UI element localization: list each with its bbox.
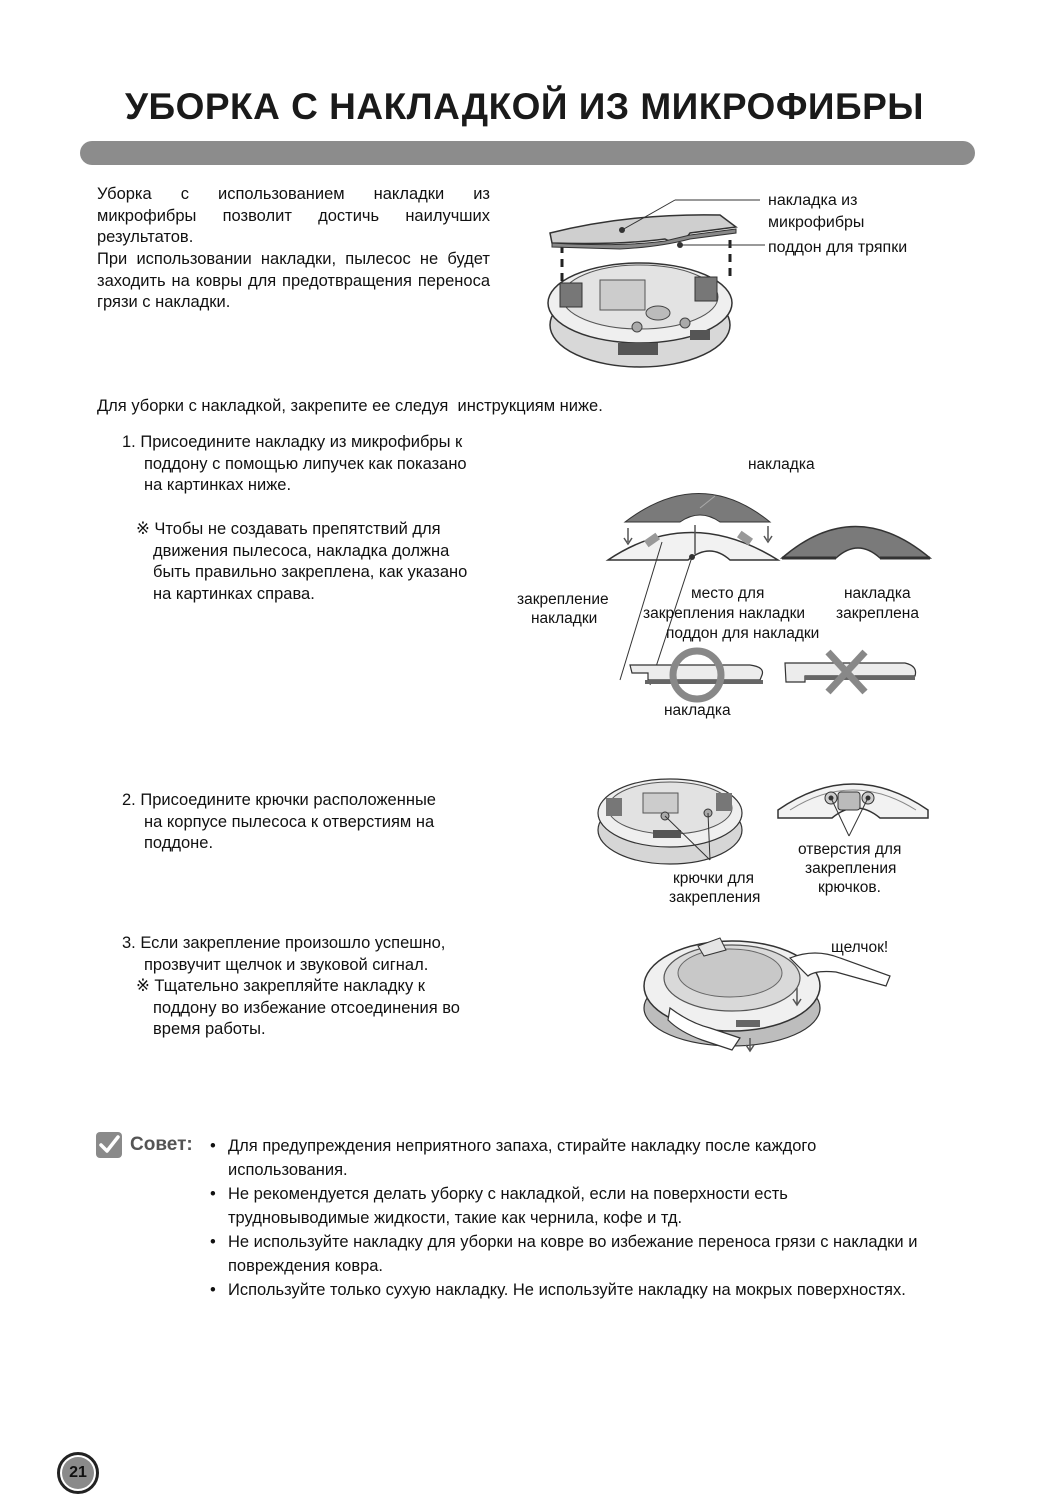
- label-holes-line3: крючков.: [818, 879, 881, 896]
- label-hooks-line1: крючки для: [673, 870, 754, 887]
- tip-item-4: • Используйте только сухую накладку. Не используйте накладку на мокрых поверхностях.: [210, 1278, 930, 1302]
- step-3: [122, 933, 522, 976]
- step-1-note-line-4: на картинках справа.: [153, 584, 315, 603]
- step-3-note-line-1: ※ Тщательно закрепляйте накладку к: [136, 977, 425, 995]
- instruction-text: Для уборки с накладкой, закрепите ее следуя инструкциям ниже.: [97, 397, 603, 415]
- step-2: [122, 790, 522, 855]
- label-pad-tray: поддон для накладки: [666, 625, 820, 642]
- figure-pad-attachment: [600, 470, 940, 695]
- step-1-line-3: на картинках ниже.: [144, 476, 292, 494]
- page-title: УБОРКА С НАКЛАДКОЙ ИЗ МИКРОФИБРЫ: [124, 86, 925, 127]
- title-divider-bar: [80, 141, 975, 165]
- step-1-note-line-2: движения пылесоса, накладка должна: [153, 541, 450, 560]
- step-1-line-2: поддону с помощью липучек как показано: [144, 454, 467, 473]
- step-1-note: [136, 519, 526, 605]
- step-3-note-line-2: поддону во избежание отсоединения во: [153, 998, 460, 1017]
- step-1-note-line-1: ※ Чтобы не создавать препятствий для: [136, 520, 441, 538]
- intro-paragraph-2: При использовании накладки, пылесос не будет заходить на ковры для предотвращения переноса грязи с накладки.: [97, 250, 490, 311]
- label-click: щелчок!: [831, 939, 889, 956]
- label-hooks-line2: закрепления: [669, 889, 761, 906]
- label-holes-line1: отверстия для: [798, 841, 902, 858]
- label-fastening-line1: закрепление: [517, 591, 609, 608]
- step-2-line-1: 2. Присоедините крючки расположенные: [122, 791, 436, 809]
- step-3-note: [136, 976, 526, 1041]
- label-holes-line2: закрепления: [805, 860, 897, 877]
- page-number: 21: [62, 1457, 94, 1489]
- tip-label: Совет:: [130, 1134, 193, 1155]
- tip-item-3: • Не используйте накладку для уборки на ковре во избежание переноса грязи с накладки и повреждения ковра.: [210, 1230, 930, 1278]
- step-3-line-1: 3. Если закрепление произошло успешно,: [122, 934, 446, 952]
- label-attach-place-line1: место для: [691, 585, 765, 602]
- figure-robot-with-pad: [540, 185, 740, 375]
- label-microfiber-pad-line2: микрофибры: [768, 214, 865, 231]
- step-3-note-line-3: время работы.: [153, 1020, 266, 1038]
- step-2-line-2: на корпусе пылесоса к отверстиям на: [144, 812, 435, 831]
- step-1: [122, 432, 522, 497]
- step-1-note-line-3: быть правильно закреплена, как указано: [153, 563, 468, 581]
- label-pad-top: накладка: [748, 456, 815, 473]
- step-3-line-2: прозвучит щелчок и звуковой сигнал.: [144, 955, 429, 974]
- checkmark-icon: [96, 1132, 122, 1158]
- step-1-line-1: 1. Присоедините накладку из микрофибры к: [122, 433, 463, 451]
- tip-item-2: • Не рекомендуется делать уборку с накладкой, если на поверхности есть трудновыводимые жидкости, такие как чернила, кофе и тд.: [210, 1182, 930, 1230]
- label-attach-place-line2: закрепления накладки: [643, 605, 806, 622]
- page-number-badge: [57, 1452, 99, 1494]
- tip-list: [210, 1134, 930, 1302]
- intro-paragraph-1: Уборка с использованием накладки из микрофибры позволит достичь наилучших результатов.: [97, 185, 490, 246]
- tip-heading: [96, 1132, 193, 1158]
- step-2-line-3: поддоне.: [144, 834, 214, 852]
- label-microfiber-pad-line1: накладка из: [768, 192, 858, 209]
- label-pad-attached-line2: закреплена: [836, 605, 919, 622]
- label-pad-bottom: накладка: [664, 702, 731, 719]
- label-fastening-line2: накладки: [531, 610, 598, 627]
- label-cloth-tray: поддон для тряпки: [768, 239, 908, 256]
- tip-item-1: • Для предупреждения неприятного запаха, стирайте накладку после каждого использования.: [210, 1134, 930, 1182]
- label-pad-attached-line1: накладка: [844, 585, 911, 602]
